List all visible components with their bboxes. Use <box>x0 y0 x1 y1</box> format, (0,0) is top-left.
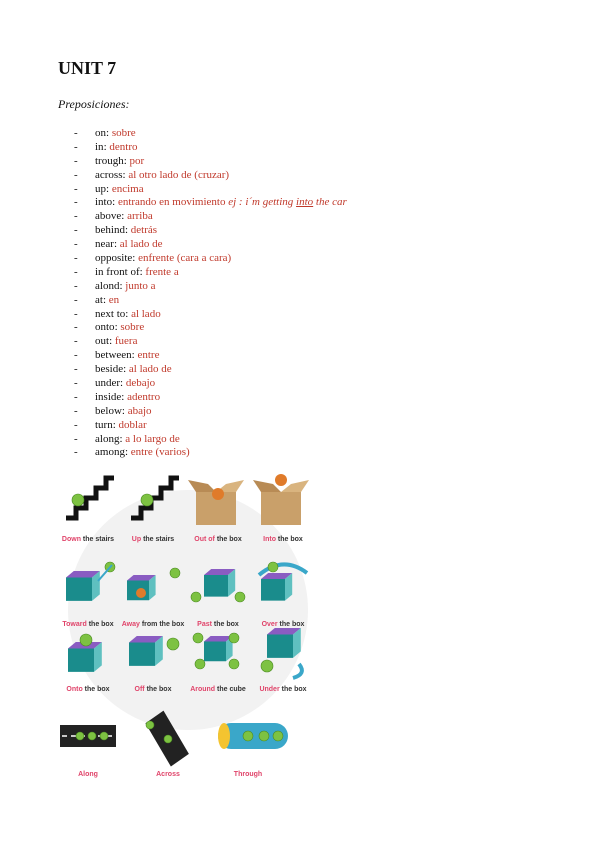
list-item <box>74 141 347 155</box>
list-bullet: - <box>74 238 78 251</box>
preposition-drawing <box>188 470 248 534</box>
caption-rest: the box <box>144 686 172 693</box>
separator: : <box>121 210 128 223</box>
caption-preposition: Away <box>121 621 140 628</box>
illustration-caption <box>182 686 254 694</box>
example-underlined-word: into <box>296 196 314 209</box>
list-bullet: - <box>74 377 78 390</box>
list-bullet: - <box>74 127 78 139</box>
preposition-drawing <box>58 555 118 619</box>
separator: : <box>124 224 131 237</box>
separator: : <box>131 349 138 362</box>
list-bullet: - <box>74 279 78 292</box>
preposition-drawing <box>253 555 313 619</box>
english-term: between <box>95 349 132 362</box>
spanish-translation: sobre <box>111 127 136 139</box>
caption-rest: the box <box>277 621 305 628</box>
separator: : <box>125 307 132 320</box>
caption-preposition: Across <box>156 771 180 778</box>
spanish-translation: a lo largo de <box>125 432 180 445</box>
caption-preposition: Into <box>263 536 276 543</box>
list-item <box>74 196 347 210</box>
spanish-translation: frente a <box>145 265 179 278</box>
english-term: alond <box>95 279 120 292</box>
caption-rest: the stairs <box>80 536 115 543</box>
spanish-translation: fuera <box>114 335 138 348</box>
spanish-translation: adentro <box>127 390 161 403</box>
preposition-drawing <box>188 555 248 619</box>
illustration-tile <box>188 470 248 550</box>
caption-preposition: Toward <box>62 621 87 628</box>
list-bullet: - <box>74 349 78 362</box>
illustration-tile <box>253 470 313 550</box>
caption-preposition: Past <box>197 621 212 628</box>
english-term: in front of <box>95 265 140 278</box>
list-bullet: - <box>74 418 78 431</box>
list-item <box>74 294 347 308</box>
preposition-drawing <box>58 620 118 684</box>
separator: : <box>120 377 126 390</box>
caption-rest: the box <box>211 621 239 628</box>
list-item <box>74 127 347 141</box>
spanish-translation: en <box>108 293 120 306</box>
english-term: under <box>95 377 121 390</box>
preposition-drawing <box>58 705 130 769</box>
separator: : <box>123 363 129 376</box>
preposition-drawing <box>123 555 183 619</box>
list-bullet: - <box>74 196 78 209</box>
english-term: into <box>95 196 113 209</box>
spanish-translation: al otro lado de (cruzar) <box>128 168 230 181</box>
caption-preposition: Onto <box>66 686 83 693</box>
english-term: in <box>95 140 104 153</box>
section-subtitle: Preposiciones: <box>58 97 130 111</box>
list-bullet: - <box>74 265 78 278</box>
caption-rest: the box <box>214 536 242 543</box>
separator: : <box>139 265 146 278</box>
separator: : <box>121 404 128 417</box>
caption-preposition: Over <box>261 621 278 628</box>
separator: : <box>102 293 109 306</box>
english-term: opposite <box>95 252 133 265</box>
illustration-tile <box>123 470 183 550</box>
english-term: turn <box>95 418 113 431</box>
list-bullet: - <box>74 335 78 348</box>
list-item <box>74 169 347 183</box>
separator: : <box>132 252 139 265</box>
caption-rest: the box <box>275 536 303 543</box>
preposition-drawing <box>123 470 183 534</box>
caption-rest: the stairs <box>141 536 175 543</box>
spanish-translation: dentro <box>109 140 138 153</box>
caption-rest: from the box <box>139 621 185 628</box>
separator: : <box>119 432 126 445</box>
spanish-translation: sobre <box>120 321 145 334</box>
illustration-caption <box>117 536 189 544</box>
spanish-translation: por <box>129 154 145 167</box>
separator: : <box>113 238 120 251</box>
list-item <box>74 155 347 169</box>
illustration-caption <box>247 536 319 544</box>
english-term: above <box>95 210 122 223</box>
caption-rest: the box <box>279 686 307 693</box>
list-bullet: - <box>74 154 78 167</box>
spanish-translation: al lado <box>131 307 161 320</box>
separator: : <box>119 279 126 292</box>
caption-preposition: Through <box>233 771 263 778</box>
spanish-translation: arriba <box>127 210 153 223</box>
preposition-drawing <box>218 705 290 769</box>
list-item <box>74 349 347 363</box>
illustration-caption <box>182 536 254 544</box>
spanish-translation: enfrente (cara a cara) <box>138 252 232 265</box>
list-item <box>74 446 347 460</box>
list-bullet: - <box>74 182 78 195</box>
caption-preposition: Along <box>78 771 98 778</box>
english-term: at <box>95 293 103 306</box>
list-bullet: - <box>74 293 78 306</box>
illustration-caption <box>132 771 204 779</box>
list-item <box>74 210 347 224</box>
illustration-caption <box>52 536 124 544</box>
illustration-tile <box>58 705 118 785</box>
illustration-tile <box>253 620 313 700</box>
illustration-caption <box>117 686 189 694</box>
list-item <box>74 363 347 377</box>
illustration-tile <box>58 620 118 700</box>
list-item <box>74 308 347 322</box>
preposition-drawing <box>138 705 210 769</box>
illustration-caption <box>52 771 124 779</box>
spanish-translation: doblar <box>118 418 147 431</box>
separator: : <box>122 168 129 181</box>
illustration-caption <box>212 771 284 779</box>
spanish-translation: entre (varios) <box>130 446 190 459</box>
english-term: next to <box>95 307 126 320</box>
list-item <box>74 405 347 419</box>
list-item <box>74 238 347 252</box>
caption-rest: the cube <box>215 686 246 693</box>
list-item <box>74 419 347 433</box>
preposition-drawing <box>253 470 313 534</box>
english-term: trough <box>95 154 124 167</box>
list-bullet: - <box>74 307 78 320</box>
caption-preposition: Down <box>61 536 81 543</box>
spanish-translation: al lado de <box>128 363 172 376</box>
preposition-drawing <box>58 470 118 534</box>
spanish-translation: debajo <box>125 377 156 390</box>
list-item <box>74 280 347 294</box>
preposition-drawing <box>253 620 313 684</box>
caption-preposition: Up <box>131 536 142 543</box>
prepositions-illustration <box>58 470 308 778</box>
spanish-translation: entre <box>137 349 160 362</box>
preposition-list <box>74 127 347 460</box>
separator: : <box>124 446 131 459</box>
illustration-tile <box>218 705 278 785</box>
list-bullet: - <box>74 404 78 417</box>
separator: : <box>106 182 112 195</box>
spanish-translation: encima <box>111 182 144 195</box>
english-term: beside <box>95 363 124 376</box>
english-term: out <box>95 335 110 348</box>
list-item <box>74 266 347 280</box>
illustration-tile <box>138 705 198 785</box>
list-item <box>74 377 347 391</box>
list-bullet: - <box>74 168 78 181</box>
english-term: behind <box>95 224 125 237</box>
separator: : <box>123 154 130 167</box>
page-title: UNIT 7 <box>58 58 117 78</box>
preposition-drawing <box>123 620 183 684</box>
spanish-translation: entrando en movimiento <box>117 196 226 209</box>
list-bullet: - <box>74 140 78 153</box>
english-term: on <box>95 127 106 139</box>
separator: : <box>103 140 110 153</box>
spanish-translation: al lado de <box>119 238 163 251</box>
illustration-tile <box>188 620 248 700</box>
separator: : <box>114 321 121 334</box>
list-bullet: - <box>74 210 78 223</box>
list-item <box>74 433 347 447</box>
english-term: up <box>95 182 106 195</box>
caption-preposition: Around <box>190 686 216 693</box>
list-item <box>74 391 347 405</box>
list-bullet: - <box>74 432 78 445</box>
caption-rest: the box <box>86 621 114 628</box>
caption-preposition: Out of <box>194 536 215 543</box>
list-item <box>74 252 347 266</box>
illustration-caption <box>247 686 319 694</box>
spanish-translation: abajo <box>127 404 152 417</box>
separator: : <box>121 390 128 403</box>
list-item <box>74 321 347 335</box>
caption-rest: the box <box>82 686 110 693</box>
caption-preposition: Off <box>134 686 145 693</box>
english-term: onto <box>95 321 115 334</box>
english-term: near <box>95 238 114 251</box>
preposition-drawing <box>188 620 248 684</box>
illustration-caption <box>52 686 124 694</box>
english-term: below <box>95 404 122 417</box>
list-bullet: - <box>74 252 78 265</box>
separator: : <box>112 418 119 431</box>
list-bullet: - <box>74 363 78 376</box>
english-term: along <box>95 432 120 445</box>
english-term: across <box>95 168 123 181</box>
example-sentence: ej : i´m getting into the car <box>225 196 347 209</box>
illustration-tile <box>123 620 183 700</box>
list-item <box>74 335 347 349</box>
spanish-translation: junto a <box>125 279 156 292</box>
separator: : <box>109 335 115 348</box>
english-term: inside <box>95 390 122 403</box>
list-bullet: - <box>74 321 78 334</box>
illustration-tile <box>58 470 118 550</box>
separator: : <box>112 196 118 209</box>
list-bullet: - <box>74 390 78 403</box>
list-bullet: - <box>74 224 78 237</box>
list-bullet: - <box>74 446 78 459</box>
spanish-translation: detrás <box>130 224 158 237</box>
english-term: among <box>95 446 125 459</box>
list-item <box>74 183 347 197</box>
list-item <box>74 224 347 238</box>
caption-preposition: Under <box>259 686 280 693</box>
separator: : <box>106 127 112 139</box>
